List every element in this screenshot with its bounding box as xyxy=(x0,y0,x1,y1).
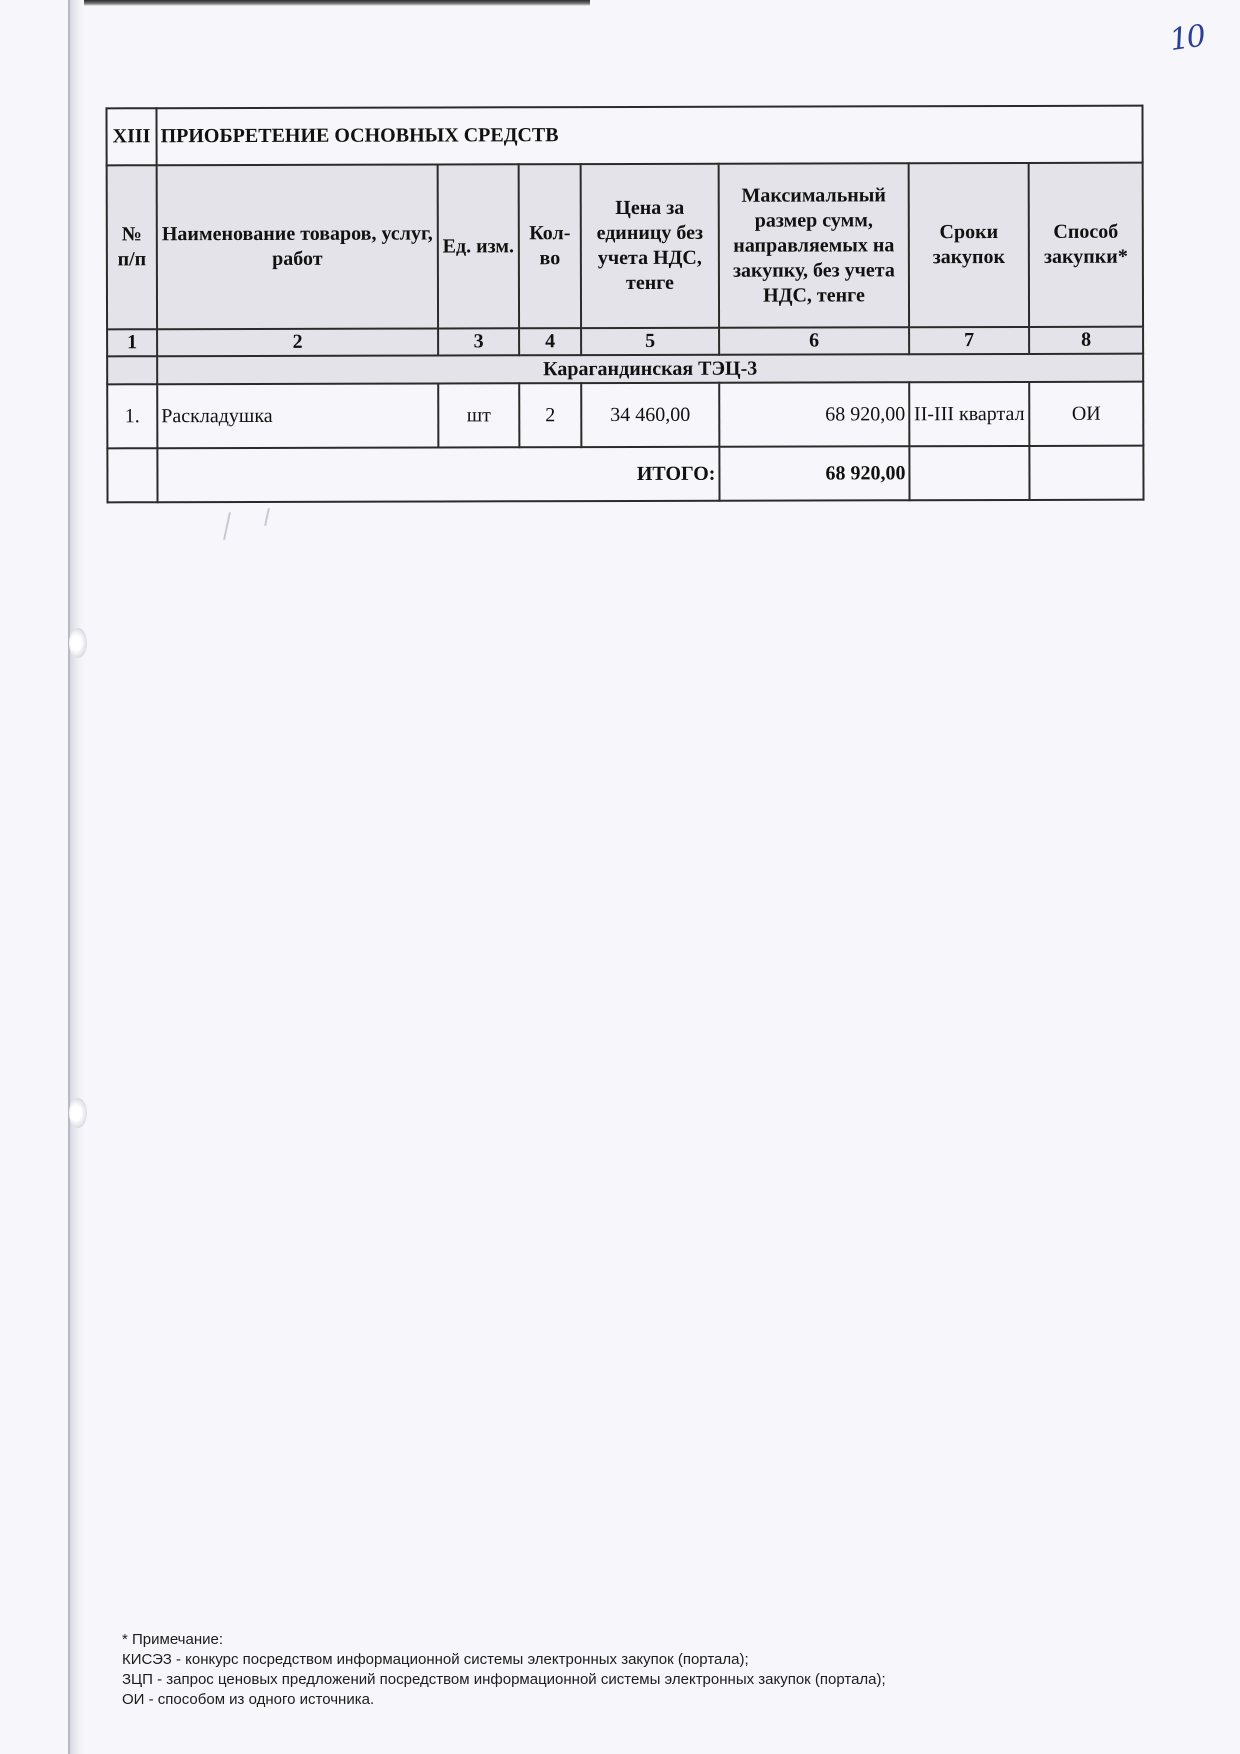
total-empty-cell xyxy=(107,448,157,502)
column-number: 5 xyxy=(581,328,719,355)
section-title-row xyxy=(106,106,1142,166)
page-edge-shadow xyxy=(70,0,590,6)
group-title: Карагандинская ТЭЦ-3 xyxy=(157,354,1143,385)
table-row xyxy=(107,382,1143,449)
total-empty-cell xyxy=(909,446,1029,500)
scan-mark xyxy=(223,512,231,540)
footnote-line: ЗЦП - запрос ценовых предложений посредством информационной системы электронных закупок (портала); xyxy=(122,1671,886,1688)
item-quantity: 2 xyxy=(519,383,581,447)
row-number: 1. xyxy=(107,384,157,448)
header-unit: Ед. изм. xyxy=(438,164,519,328)
header-quantity: Кол-во xyxy=(519,164,581,328)
column-number: 1 xyxy=(107,329,157,356)
total-empty-cell xyxy=(1029,446,1143,500)
footnote-title: * Примечание: xyxy=(122,1631,223,1648)
group-empty-cell xyxy=(107,356,157,384)
scan-mark xyxy=(264,508,270,526)
total-row xyxy=(107,446,1143,503)
column-number: 6 xyxy=(719,327,909,354)
total-label: ИТОГО: xyxy=(157,447,719,502)
header-unit-price: Цена за единицу без учета НДС, тенге xyxy=(581,164,719,328)
footnote-line: КИСЭЗ - конкурс посредством информационной системы электронных закупок (портала); xyxy=(122,1651,749,1668)
group-row xyxy=(107,354,1143,385)
header-method: Способ закупки* xyxy=(1029,163,1143,327)
column-numbers-row xyxy=(107,327,1143,357)
item-unit-price: 34 460,00 xyxy=(581,383,719,447)
item-method: ОИ xyxy=(1029,382,1143,446)
table-header-row xyxy=(107,163,1143,330)
total-value: 68 920,00 xyxy=(719,446,909,500)
footnote-line: ОИ - способом из одного источника. xyxy=(122,1691,375,1708)
handwritten-page-number: 10 xyxy=(1167,18,1207,59)
footnote xyxy=(122,1630,1122,1710)
header-name: Наименование товаров, услуг, работ xyxy=(157,164,438,329)
column-number: 8 xyxy=(1029,327,1143,354)
header-period: Сроки закупок xyxy=(909,163,1029,327)
section-number: XIII xyxy=(106,108,156,165)
header-number: № п/п xyxy=(107,165,157,329)
procurement-table xyxy=(105,105,1144,504)
section-title: ПРИОБРЕТЕНИЕ ОСНОВНЫХ СРЕДСТВ xyxy=(156,106,1142,166)
item-period: II-III квартал xyxy=(909,382,1029,446)
column-number: 2 xyxy=(157,328,438,356)
header-max-amount: Максимальный размер сумм, направляемых на закупку, без учета НДС, тенге xyxy=(719,163,909,327)
column-number: 4 xyxy=(519,328,581,355)
punch-hole-top xyxy=(69,628,87,658)
item-unit: шт xyxy=(438,383,519,447)
item-name: Раскладушка xyxy=(157,383,438,448)
column-number: 3 xyxy=(438,328,519,355)
column-number: 7 xyxy=(909,327,1029,354)
item-amount: 68 920,00 xyxy=(719,382,909,446)
punch-hole-bottom xyxy=(69,1098,87,1128)
binding-edge xyxy=(68,0,84,1754)
